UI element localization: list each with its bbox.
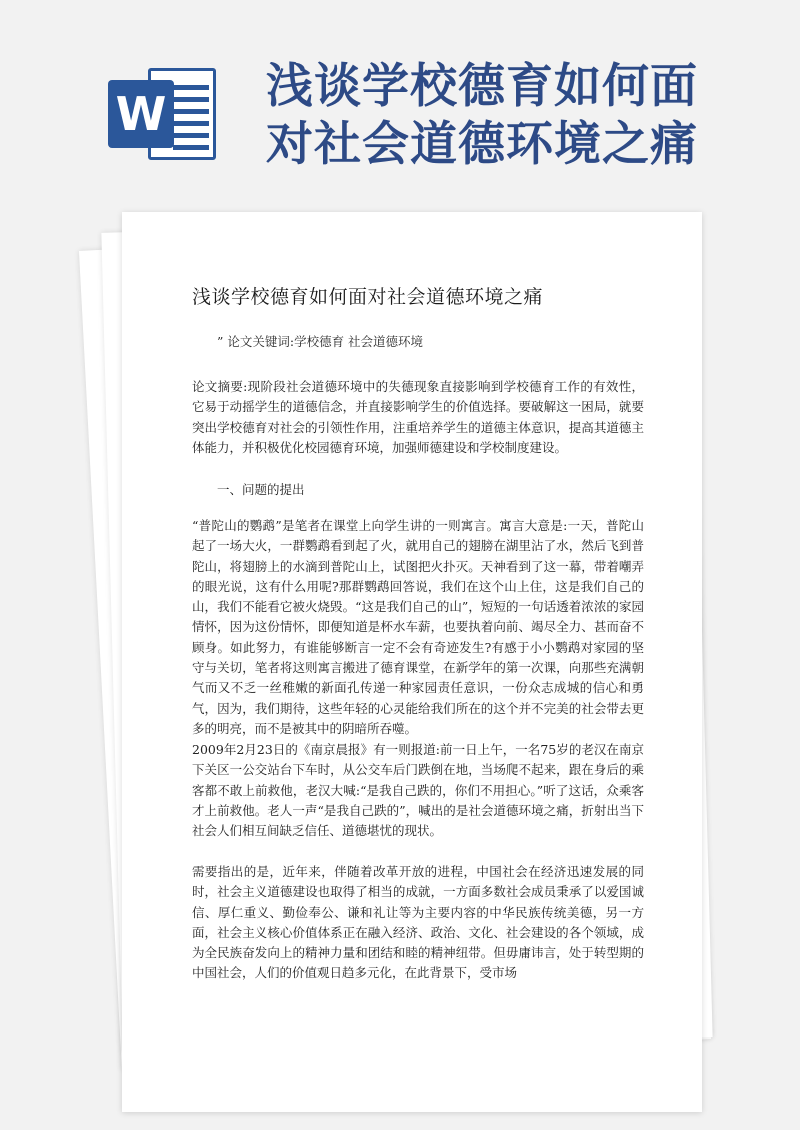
word-logo-letter: W <box>108 80 174 148</box>
paragraph-2: 2009年2月23日的《南京晨报》有一则报道:前一日上午，一名75岁的老汉在南京下关区一公交站台下车时，从公交车后门跌倒在地，当场爬不起来，跟在身后的乘客都不敢上前救他，老汉大喊:“是我自己跌的，你们不用担心。”听了这话，众乘客才上前救他。老人一声“是我自己跌的”，喊出的是社会道德环境之痛，折射出当下社会人们相互间缺乏信任、道德堪忧的现状。 <box>192 742 644 839</box>
document-abstract: 论文摘要:现阶段社会道德环境中的失德现象直接影响到学校德育工作的有效性，它易于动摇学生的道德信念，并直接影响学生的价值选择。要破解这一困局，就要突出学校德育对社会的引领性作用，注重培养学生的道德主体意识，提高其道德主体能力，并积极优化校园德育环境，加强师德建设和学校制度建设。 <box>192 379 644 455</box>
paragraph-1: “普陀山的鹦鹉”是笔者在课堂上向学生讲的一则寓言。寓言大意是:一天，普陀山起了一场大火，一群鹦鹉看到起了火，就用自己的翅膀在湖里沾了水，然后飞到普陀山，将翅膀上的水滴到普陀山上，试图把火扑灭。天神看到了这一幕，带着嘲弄的眼光说，这有什么用呢?那群鹦鹉回答说，我们在这个山上住，这是我们自己的山，我们不能看它被火烧毁。“这是我们自己的山”，短短的一句话透着浓浓的家园情怀，因为这份情怀，即便知道是杯水车薪，也要执着向前、竭尽全力、甚而奋不顾身。如此努力，有谁能够断言一定不会有奇迹发生?有感于小小鹦鹉对家园的坚守与关切，笔者将这则寓言搬进了德育课堂，在新学年的第一次课，向那些充满朝气而又不乏一丝稚嫩的新面孔传递一种家园责任意识，一份众志成城的信心和勇气，因为，我们期待，这些年轻的心灵能给我们所在的这个并不完美的社会带去更多的明亮，而不是被其中的阴暗所吞噬。 <box>192 518 644 736</box>
banner-title: 浅谈学校德育如何面对社会道德环境之痛 <box>266 59 698 172</box>
document-title: 浅谈学校德育如何面对社会道德环境之痛 <box>192 286 544 308</box>
word-document-icon <box>108 68 216 160</box>
header-banner <box>0 0 800 200</box>
document-keywords: ” 论文关键词:学校德育 社会道德环境 <box>217 334 424 349</box>
document-page <box>122 212 702 1112</box>
section-heading: 一、问题的提出 <box>217 482 305 497</box>
paragraph-3: 需要指出的是，近年来，伴随着改革开放的进程，中国社会在经济迅速发展的同时，社会主义道德建设也取得了相当的成就，一方面多数社会成员秉承了以爱国诚信、厚仁重义、勤俭奉公、谦和礼让等为主要内容的中华民族传统美德，另一方面，社会主义核心价值体系正在融入经济、政治、文化、社会建设的各个领域，成为全民族奋发向上的精神力量和团结和睦的精神纽带。但毋庸讳言，处于转型期的中国社会，人们的价值观日趋多元化，在此背景下，受市场 <box>192 864 644 981</box>
